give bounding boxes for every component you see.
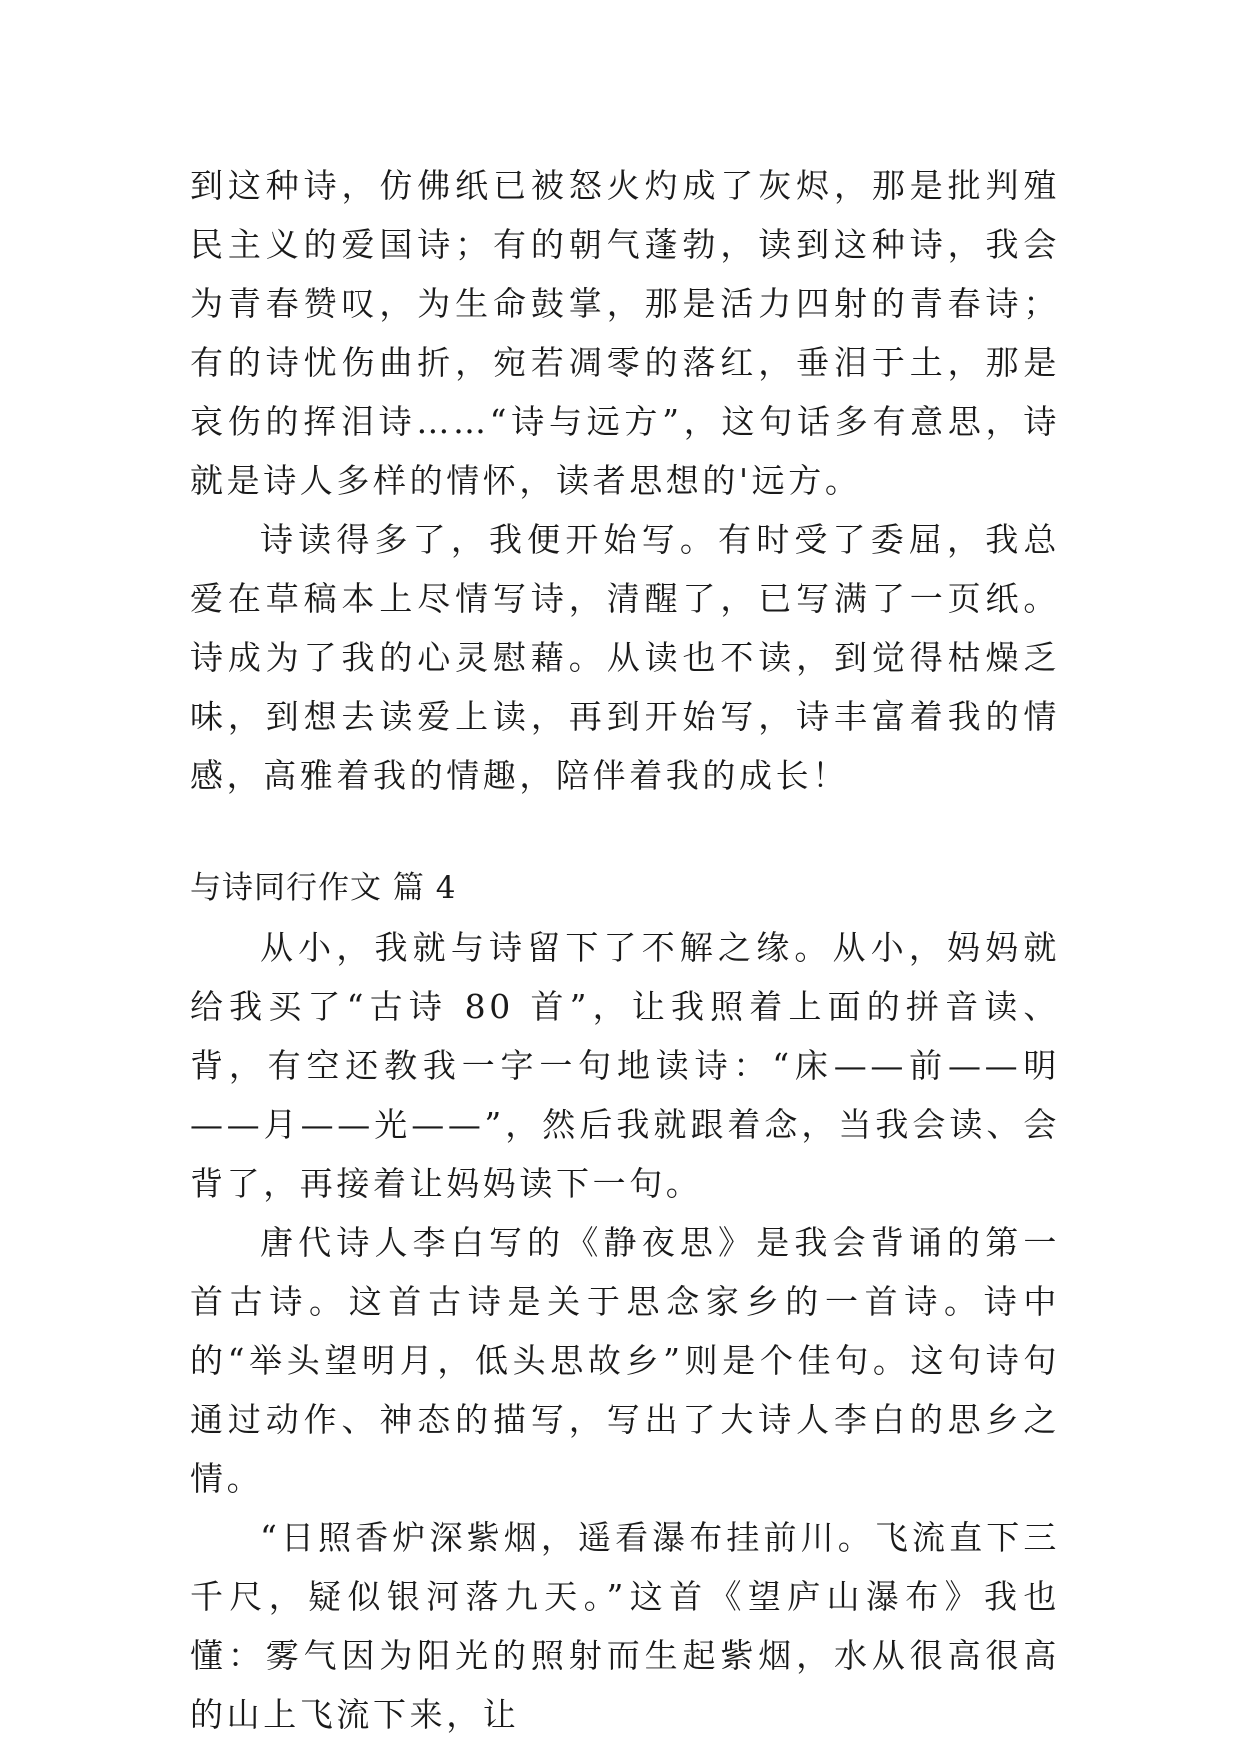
paragraph-writing-poems: 诗读得多了，我便开始写。有时受了委屈，我总爱在草稿本上尽情写诗，清醒了，已写满了一页纸。诗成为了我的心灵慰藉。从读也不读，到觉得枯燥乏味，到想去读爱上读，再到开始写，诗丰富着我的情感，高雅着我的情趣，陪伴着我的成长！ — [190, 520, 1060, 795]
paragraph-jingyesi: 唐代诗人李白写的《静夜思》是我会背诵的第一首古诗。这首古诗是关于思念家乡的一首诗。诗中的“举头望明月，低头思故乡”则是个佳句。这句诗句通过动作、神态的描写，写出了大诗人李白的思乡之情。 — [190, 1223, 1060, 1498]
paragraph-continued: 到这种诗，仿佛纸已被怒火灼成了灰烬，那是批判殖民主义的爱国诗；有的朝气蓬勃，读到这种诗，我会为青春赞叹，为生命鼓掌，那是活力四射的青春诗；有的诗忧伤曲折，宛若凋零的落红，垂泪于土，那是哀伤的挥泪诗……“诗与远方”，这句话多有意思，诗就是诗人多样的情怀，读者思想的'远方。 — [190, 166, 1060, 500]
paragraph-childhood: 从小，我就与诗留下了不解之缘。从小，妈妈就给我买了“古诗 80 首”，让我照着上面的拼音读、背，有空还教我一字一句地读诗：“床——前——明——月——光——”，然后我就跟着念，当我会读、会背了，再接着让妈妈读下一句。 — [190, 928, 1060, 1203]
section-heading: 与诗同行作文 篇 4 — [190, 870, 457, 906]
document-page — [190, 156, 1060, 1744]
paragraph-lushan-waterfall: “日照香炉深紫烟，遥看瀑布挂前川。飞流直下三千尺，疑似银河落九天。”这首《望庐山瀑布》我也懂：雾气因为阳光的照射而生起紫烟，水从很高很高的山上飞流下来，让 — [190, 1518, 1060, 1734]
